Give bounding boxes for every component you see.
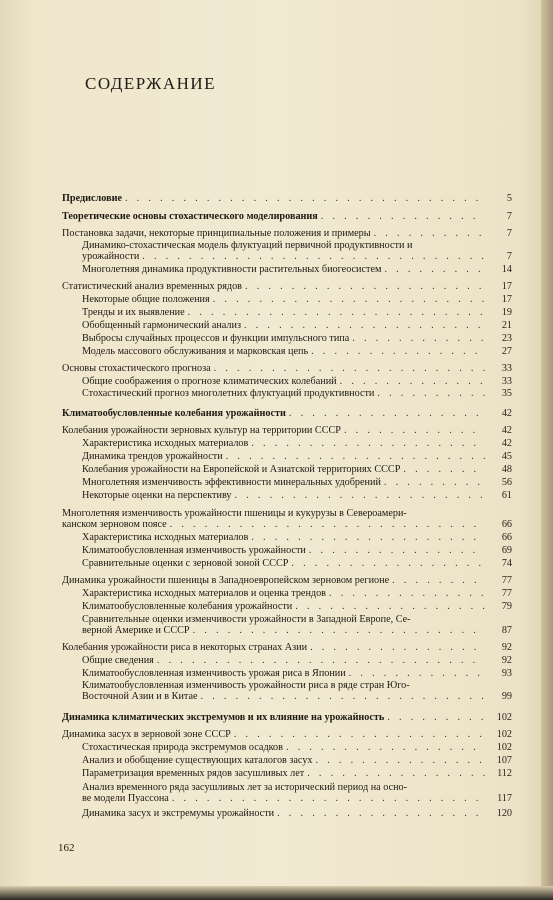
leader-dots — [277, 808, 485, 819]
leader-dots — [201, 691, 485, 702]
toc-entry-page: 87 — [501, 625, 512, 636]
toc-entry-page: 45 — [501, 451, 512, 462]
toc-entry — [82, 808, 512, 819]
toc-entry-page: 79 — [501, 601, 512, 612]
leader-dots — [316, 755, 485, 766]
toc-entry-page: 5 — [506, 193, 512, 204]
toc-entry-title: Выбросы случайных процессов и функции импульсного типа — [82, 333, 350, 344]
toc-entry-page: 21 — [501, 320, 512, 331]
toc-entry-page: 92 — [501, 642, 512, 653]
toc-entry-title-line: Сравнительные оценки изменчивости урожайности в Западной Европе, Се- — [82, 614, 411, 625]
toc-entry-page: 61 — [501, 490, 512, 501]
toc-entry-title: Некоторые оценки на перспективу — [82, 490, 232, 501]
leader-dots — [392, 575, 485, 586]
toc-entry-page: 19 — [501, 307, 512, 318]
toc-entry — [82, 614, 512, 636]
toc-entry-page: 99 — [501, 691, 512, 702]
leader-dots — [251, 438, 485, 449]
toc-entry-title: Климатообусловленная изменчивость урожая риса в Японии — [82, 668, 346, 679]
toc-entry — [82, 532, 512, 543]
toc-entry — [82, 264, 512, 275]
leader-dots — [188, 307, 485, 318]
toc-entry-title: Колебания урожайности риса в некоторых странах Азии — [62, 642, 308, 653]
toc-entry-page: 27 — [501, 346, 512, 357]
leader-dots — [142, 251, 485, 262]
toc-entry — [82, 655, 512, 666]
leader-dots — [329, 588, 485, 599]
toc-entry-page: 93 — [501, 668, 512, 679]
toc-entry-title: Анализ и обобщение существующих каталогов засух — [82, 755, 313, 766]
leader-dots — [234, 729, 485, 740]
toc-entry-page: 102 — [496, 742, 512, 753]
leader-dots — [352, 333, 485, 344]
toc-entry — [82, 464, 512, 475]
toc-entry — [62, 425, 512, 436]
toc-entry-title: Восточной Азии и в Китае — [82, 691, 198, 702]
toc-entry-page: 33 — [501, 376, 512, 387]
toc-entry-title: Общие соображения о прогнозе климатических колебаний — [82, 376, 337, 387]
toc-entry-page: 117 — [497, 793, 512, 804]
toc-entry — [62, 408, 512, 419]
toc-entry — [82, 680, 512, 702]
toc-entry-page: 66 — [501, 532, 512, 543]
leader-dots — [245, 281, 485, 292]
toc-entry-title: Динамика урожайности пшеницы в Западноевропейском зерновом регионе — [62, 575, 390, 586]
toc-entry-title: урожайности — [82, 251, 140, 262]
toc-entry-page: 48 — [501, 464, 512, 475]
toc-entry-title: Характеристика исходных материалов и оценка трендов — [82, 588, 326, 599]
leader-dots — [251, 532, 485, 543]
leader-dots — [403, 464, 485, 475]
toc-entry-title: Динамика засух в зерновой зоне СССР — [62, 729, 231, 740]
leader-dots — [214, 363, 485, 374]
toc-entry-title: Постановка задачи, некоторые принципиальные положения и примеры — [62, 228, 371, 239]
leader-dots — [344, 425, 485, 436]
toc-entry-page: 77 — [501, 588, 512, 599]
toc-entry — [62, 228, 512, 239]
toc-entry-title-line: Динамико-стохастическая модель флуктуаций первичной продуктивности и — [82, 240, 413, 251]
leader-dots — [235, 490, 485, 501]
leader-dots — [349, 668, 485, 679]
leader-dots — [213, 294, 485, 305]
page-title: СОДЕРЖАНИЕ — [85, 74, 217, 94]
toc-entry — [82, 240, 512, 262]
leader-dots — [244, 320, 485, 331]
toc-entry-title: Динамика засух и экстремумы урожайности — [82, 808, 275, 819]
toc-entry-page: 102 — [496, 712, 512, 723]
toc-entry-title: ве модели Пуассона — [82, 793, 169, 804]
leader-dots — [291, 558, 485, 569]
leader-dots — [311, 346, 485, 357]
toc-entry — [82, 742, 512, 753]
toc-entry-page: 17 — [501, 281, 512, 292]
leader-dots — [307, 768, 485, 779]
leader-dots — [387, 712, 485, 723]
toc-entry — [62, 281, 512, 292]
leader-dots — [125, 193, 485, 204]
toc-entry-page: 42 — [501, 425, 512, 436]
toc-entry-page: 23 — [501, 333, 512, 344]
toc-entry-title: Климатообусловленные колебания урожайности — [82, 601, 293, 612]
toc-entry-title: Общие сведения — [82, 655, 154, 666]
leader-dots — [172, 793, 485, 804]
toc-entry-title: Предисловие — [62, 193, 122, 204]
toc-entry-title: Некоторые общие положения — [82, 294, 210, 305]
toc-entry-page: 120 — [496, 808, 512, 819]
leader-dots — [309, 545, 485, 556]
toc-entry — [62, 642, 512, 653]
toc-entry-title: Основы стохастического прогноза — [62, 363, 211, 374]
toc-entry-page: 66 — [501, 519, 512, 530]
toc-entry-page: 7 — [506, 228, 512, 239]
leader-dots — [321, 211, 485, 222]
toc-entry-page: 7 — [506, 251, 512, 262]
toc-entry — [82, 588, 512, 599]
toc-entry-title: Климатообусловленная изменчивость урожайности — [82, 545, 306, 556]
toc-entry-title: Динамика климатических экстремумов и их влияние на урожайность — [62, 712, 385, 723]
toc-entry-title-line: Многолетняя изменчивость урожайности пшеницы и кукурузы в Североамери- — [62, 508, 407, 519]
toc-entry-title-line: Климатообусловленная изменчивость урожайности риса в ряде стран Юго- — [82, 680, 410, 691]
toc-entry — [82, 451, 512, 462]
toc-entry-page: 74 — [501, 558, 512, 569]
toc-entry-title: Статистический анализ временных рядов — [62, 281, 242, 292]
toc-entry-title: Сравнительные оценки с зерновой зоной СССР — [82, 558, 289, 569]
toc-entry — [62, 729, 512, 740]
toc-entry — [82, 668, 512, 679]
toc-entry-page: 14 — [501, 264, 512, 275]
toc-entry-page: 56 — [501, 477, 512, 488]
toc-entry-title: Стохастический прогноз многолетних флуктуаций продуктивности — [82, 388, 375, 399]
toc-entry — [82, 755, 512, 766]
leader-dots — [384, 264, 485, 275]
toc-entry — [82, 490, 512, 501]
toc-entry-title: Теоретические основы стохастического моделирования — [62, 211, 318, 222]
toc-entry — [82, 388, 512, 399]
toc-entry — [82, 438, 512, 449]
leader-dots — [170, 519, 485, 530]
toc-entry — [82, 782, 512, 804]
toc-entry — [62, 211, 512, 222]
toc-entry-page: 42 — [501, 438, 512, 449]
toc-entry — [62, 575, 512, 586]
leader-dots — [310, 642, 485, 653]
toc-entry-title: Многолетняя динамика продуктивности растительных биогеосистем — [82, 264, 382, 275]
toc-entry-title: Колебания урожайности зерновых культур на территории СССР — [62, 425, 341, 436]
toc-entry — [82, 333, 512, 344]
toc-entry-title: Динамика трендов урожайности — [82, 451, 223, 462]
toc-entry-title: Колебания урожайности на Европейской и Азиатской территориях СССР — [82, 464, 401, 475]
leader-dots — [374, 228, 485, 239]
toc-entry-title: верной Америке и СССР — [82, 625, 190, 636]
toc-entry-title: Модель массового обслуживания и марковская цепь — [82, 346, 309, 357]
toc-entry — [82, 346, 512, 357]
leader-dots — [384, 477, 485, 488]
leader-dots — [286, 742, 485, 753]
toc-entry — [62, 712, 512, 723]
toc-entry-title: Обобщенный гармонический анализ — [82, 320, 241, 331]
toc-entry-page: 77 — [501, 575, 512, 586]
toc-entry-title: Стохастическая природа экстремумов осадков — [82, 742, 283, 753]
toc-entry — [82, 768, 512, 779]
leader-dots — [226, 451, 485, 462]
toc-entry-title: Тренды и их выявление — [82, 307, 185, 318]
toc-entry-title: канском зерновом поясе — [62, 519, 167, 530]
toc-entry-title: Многолетняя изменчивость эффективности минеральных удобрений — [82, 477, 381, 488]
toc-entry-title: Характеристика исходных материалов — [82, 532, 249, 543]
toc-entry-page: 112 — [497, 768, 512, 779]
page-number: 162 — [58, 842, 75, 854]
toc-entry-page: 102 — [496, 729, 512, 740]
leader-dots — [377, 388, 485, 399]
toc-entry-title-line: Анализ временного ряда засушливых лет за исторический период на осно- — [82, 782, 408, 793]
toc-entry-page: 107 — [496, 755, 512, 766]
toc-entry — [82, 307, 512, 318]
toc-entry — [82, 545, 512, 556]
toc-entry-page: 17 — [501, 294, 512, 305]
toc-entry-title: Климатообусловленные колебания урожайности — [62, 408, 286, 419]
toc-entry — [62, 508, 512, 530]
toc-entry-page: 35 — [501, 388, 512, 399]
toc-entry — [82, 376, 512, 387]
toc-entry-page: 69 — [501, 545, 512, 556]
toc-entry — [82, 477, 512, 488]
toc-entry — [82, 320, 512, 331]
toc-entry — [82, 558, 512, 569]
toc-entry-page: 92 — [501, 655, 512, 666]
leader-dots — [295, 601, 485, 612]
leader-dots — [340, 376, 485, 387]
leader-dots — [289, 408, 485, 419]
toc-entry — [82, 601, 512, 612]
toc-entry — [62, 193, 512, 204]
toc-entry — [62, 363, 512, 374]
toc-entry — [82, 294, 512, 305]
toc-entry-title: Параметризация временных рядов засушливых лет — [82, 768, 305, 779]
leader-dots — [193, 625, 485, 636]
toc-entry-page: 33 — [501, 363, 512, 374]
toc-entry-title: Характеристика исходных материалов — [82, 438, 249, 449]
leader-dots — [157, 655, 485, 666]
toc-entry-page: 7 — [506, 211, 512, 222]
toc-entry-page: 42 — [501, 408, 512, 419]
